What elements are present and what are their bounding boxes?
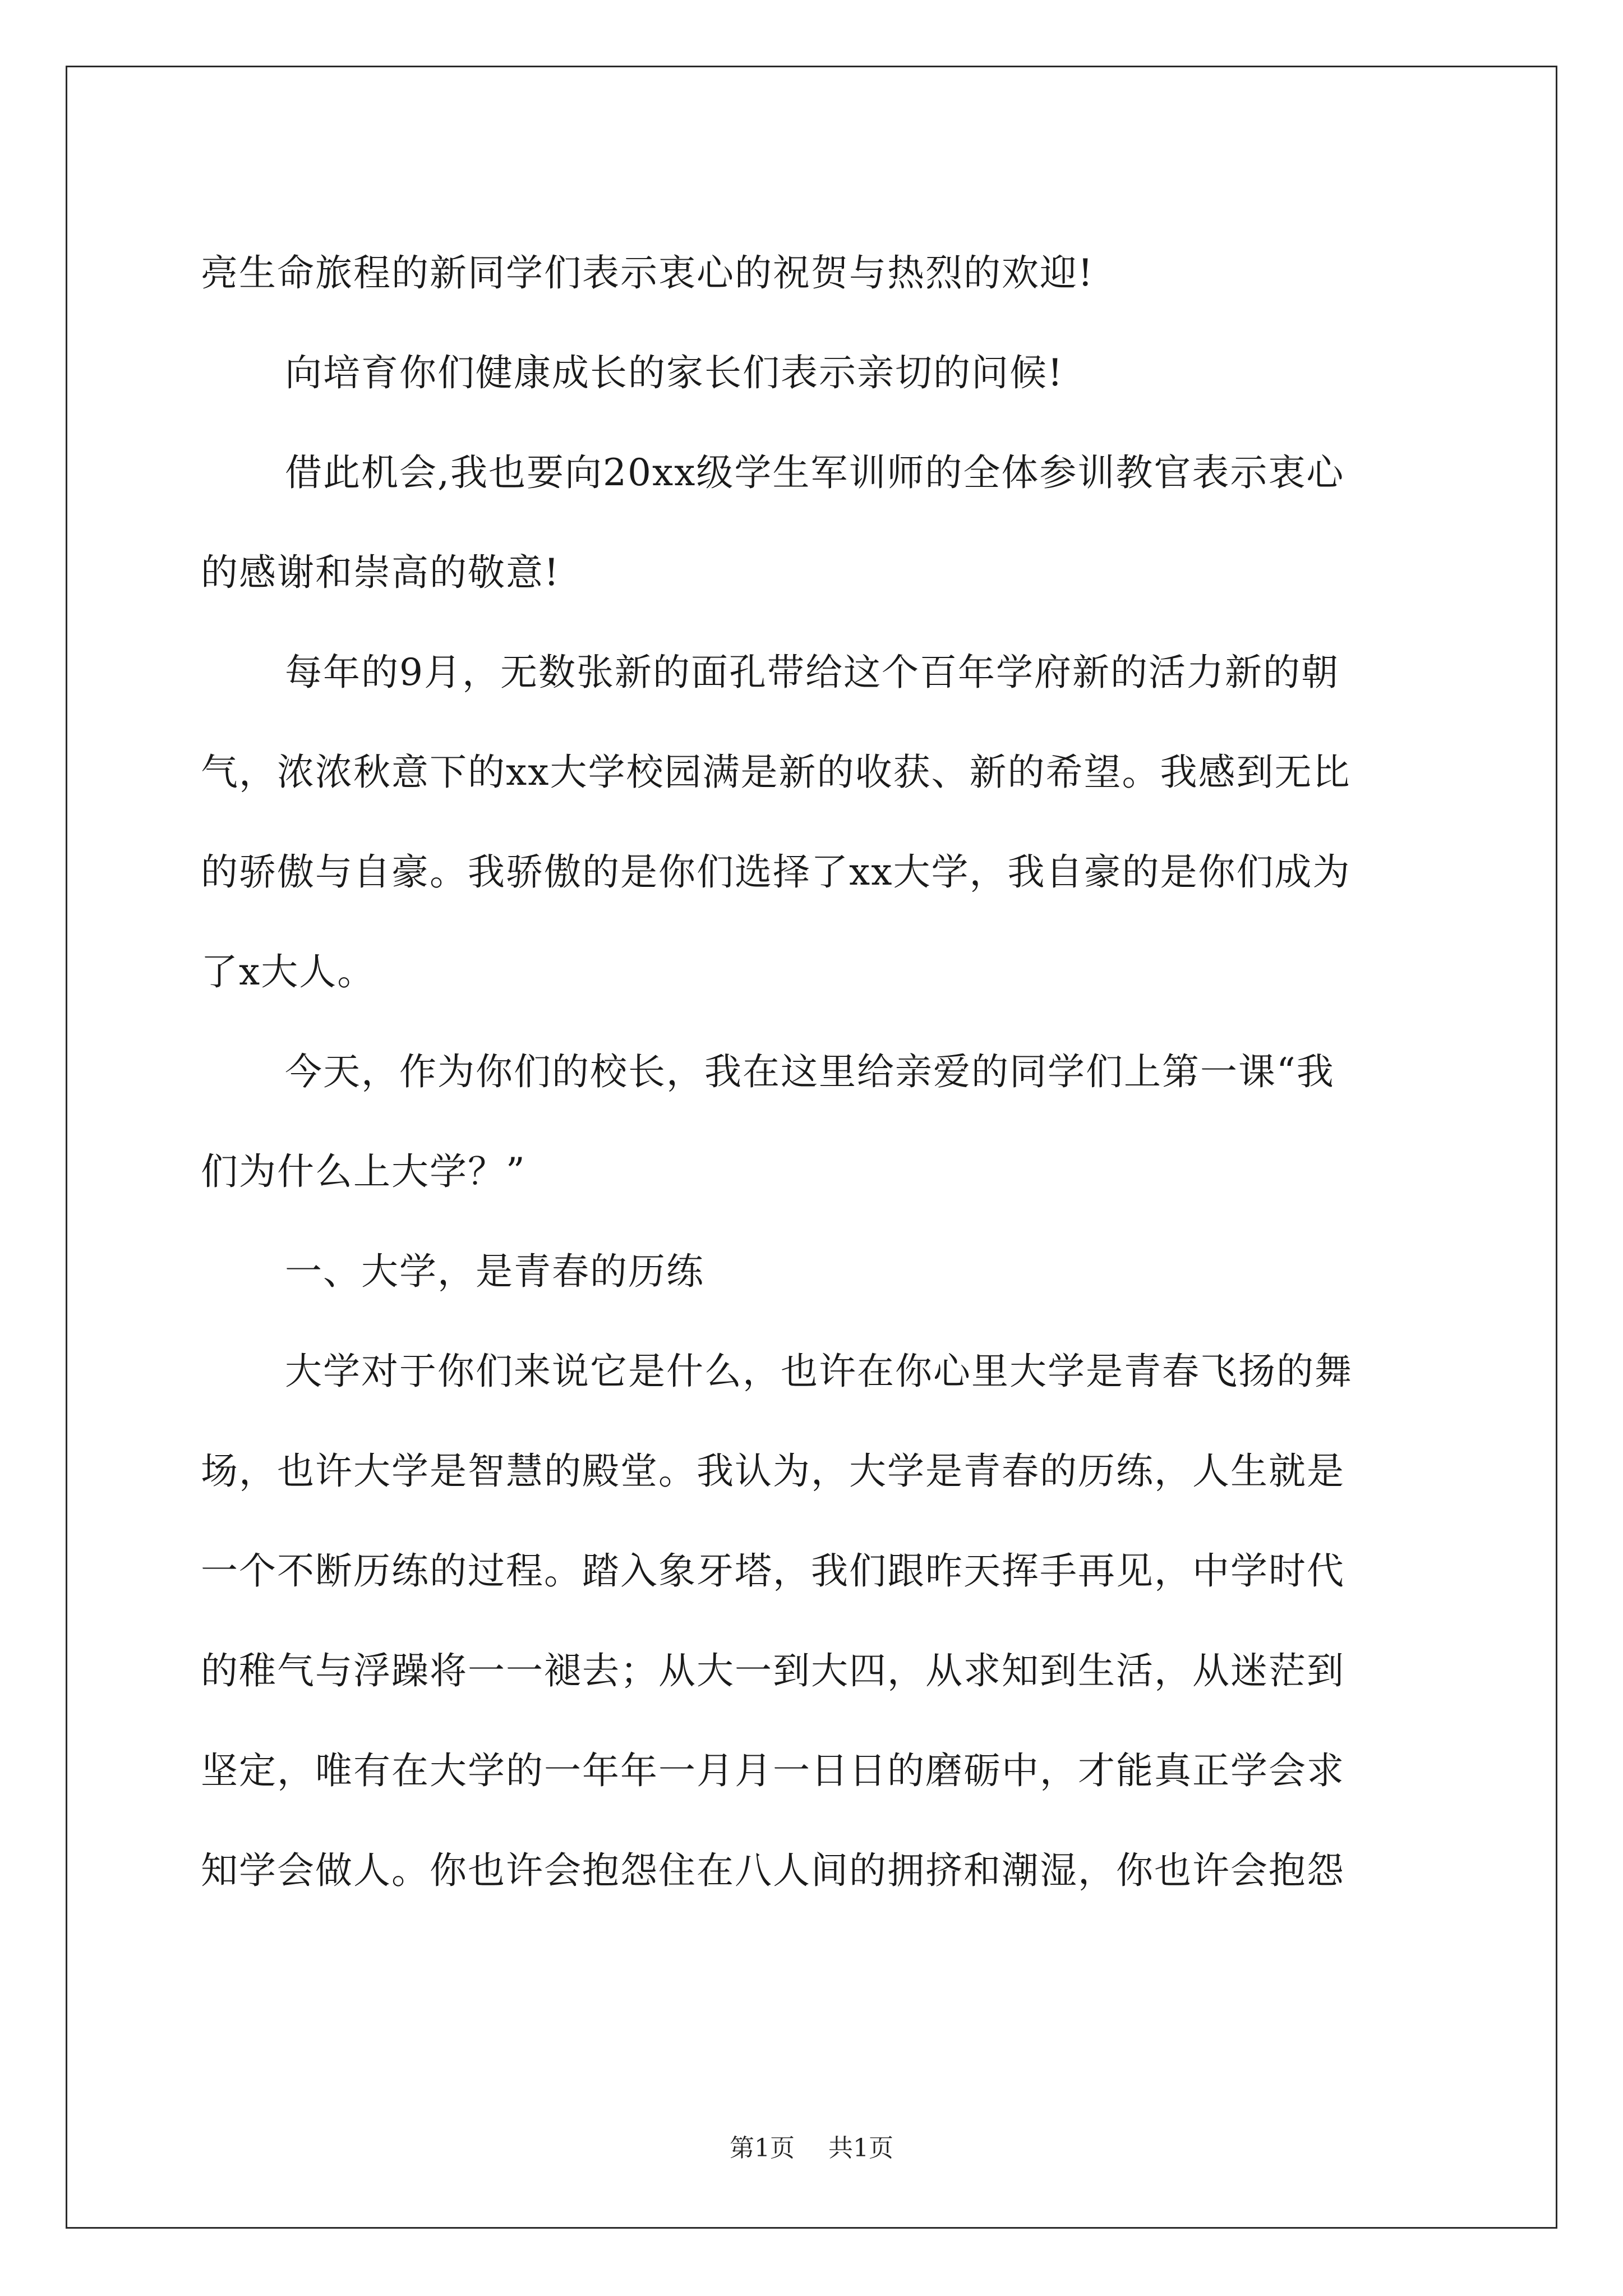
text-line: 大学对于你们来说它是什么，也许在你心里大学是青春飞扬的舞 (285, 1350, 1353, 1393)
text-line: 的骄傲与自豪。我骄傲的是你们选择了xx大学，我自豪的是你们成为 (201, 850, 1351, 894)
page-number: 第1页 (730, 2134, 795, 2162)
text-line: 知学会做人。你也许会抱怨住在八人间的拥挤和潮湿，你也许会抱怨 (201, 1849, 1345, 1892)
text-line: 一个不断历练的过程。踏入象牙塔，我们跟昨天挥手再见，中学时代 (201, 1549, 1345, 1593)
text-line: 的稚气与浮躁将一一褪去；从大一到大四，从求知到生活，从迷茫到 (201, 1649, 1345, 1692)
page-footer (0, 2132, 1623, 2165)
page-total: 共1页 (828, 2134, 893, 2162)
text-line: 向培育你们健康成长的家长们表示亲切的问候! (285, 351, 1064, 394)
text-line: 气，浓浓秋意下的xx大学校园满是新的收获、新的希望。我感到无比 (201, 751, 1351, 794)
document-body (201, 223, 1430, 1921)
text-line: 借此机会,我也要向20xx级学生军训师的全体参训教官表示衷心 (285, 451, 1345, 494)
text-line: 场，也许大学是智慧的殿堂。我认为，大学是青春的历练，人生就是 (201, 1450, 1345, 1493)
text-line: 们为什么上大学？” (201, 1150, 526, 1193)
text-line: 每年的9月，无数张新的面孔带给这个百年学府新的活力新的朝 (285, 651, 1339, 694)
text-line: 亮生命旅程的新同学们表示衷心的祝贺与热烈的欢迎! (201, 251, 1094, 295)
text-line: 今天，作为你们的校长，我在这里给亲爱的同学们上第一课“我 (285, 1050, 1335, 1093)
section-heading: 一、大学，是青春的历练 (285, 1250, 704, 1293)
text-line: 坚定，唯有在大学的一年年一月月一日日的磨砺中，才能真正学会求 (201, 1749, 1345, 1792)
text-line: 了x大人。 (201, 950, 376, 993)
text-line: 的感谢和崇高的敬意! (201, 551, 560, 594)
